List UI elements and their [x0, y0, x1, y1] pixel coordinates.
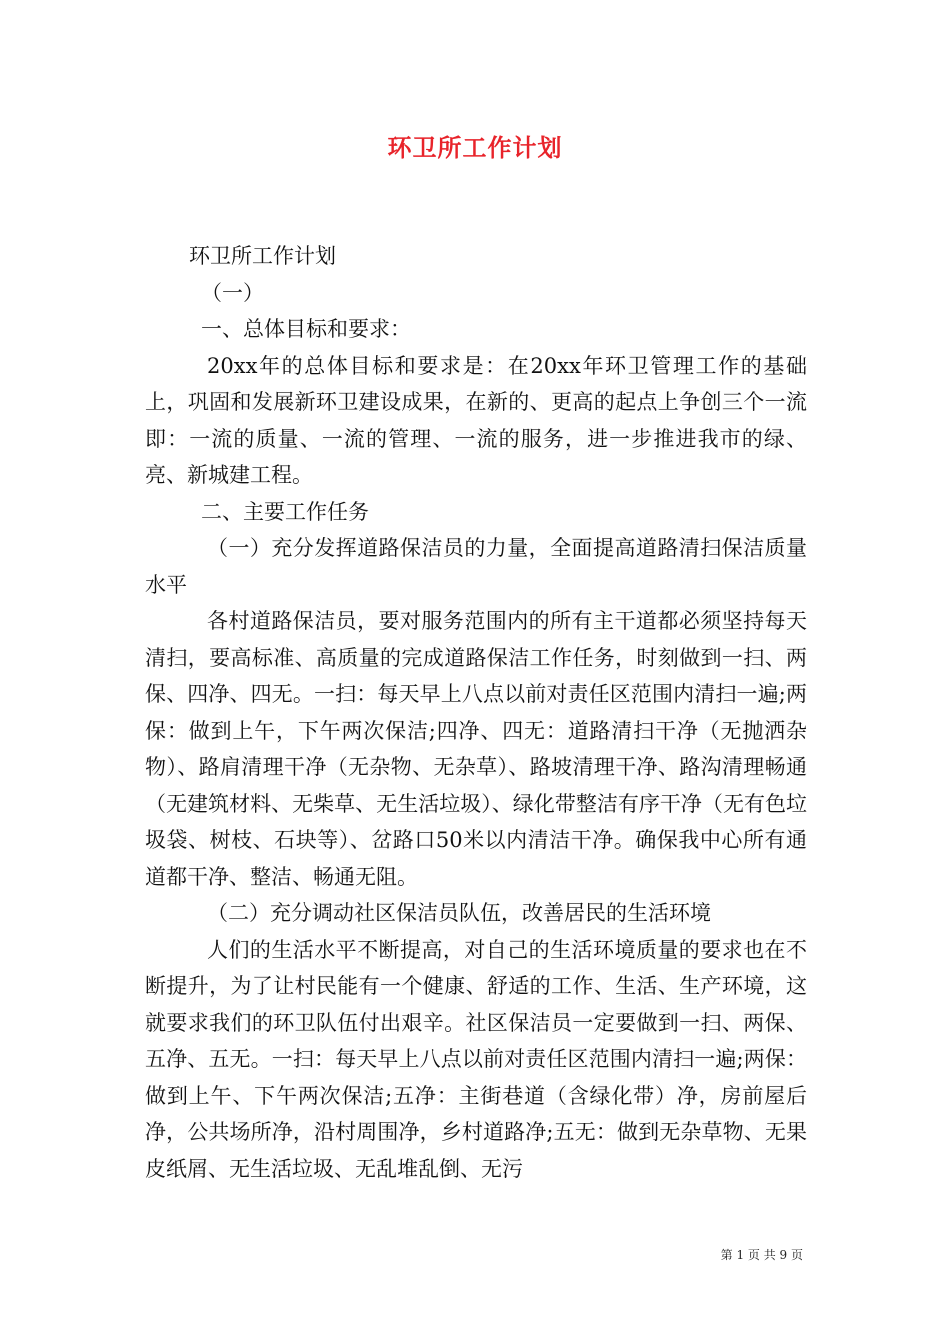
- page-title: 环卫所工作计划: [387, 133, 563, 162]
- paragraph-road-cleaning: 各村道路保洁员，要对服务范围内的所有主干道都必须坚持每天清扫，要高标准、高质量的完成道路保洁工作任务，时刻做到一扫、两保、四净、四无。一扫：每天早上八点以前对责任区范围内清扫一遍;两保：做到上午，下午两次保洁;四净、四无：道路清扫干净（无抛洒杂物）、路肩清理干净（无杂物、无杂草）、路坡清理干净、路沟清理畅通（无建筑材料、无柴草、无生活垃圾）、绿化带整洁有序干净（无有色垃圾袋、树枝、石块等）、岔路口50米以内清洁干净。确保我中心所有通道都干净、整洁、畅通无阻。: [145, 609, 807, 889]
- paragraph-goals: 20xx年的总体目标和要求是：在20xx年环卫管理工作的基础上，巩固和发展新环卫建设成果，在新的、更高的起点上争创三个一流即：一流的质量、一流的管理、一流的服务，进一步推进我市的绿、亮、新城建工程。: [145, 353, 807, 487]
- section-heading-goals: 一、总体目标和要求：: [201, 317, 411, 341]
- document-body: [145, 238, 807, 1187]
- subsection-heading-community-cleaners: （二）充分调动社区保洁员队伍，改善居民的生活环境: [207, 901, 711, 925]
- paragraph-community-cleaning: 人们的生活水平不断提高，对自己的生活环境质量的要求也在不断提升，为了让村民能有一个健康、舒适的工作、生活、生产环境，这就要求我们的环卫队伍付出艰辛。社区保洁员一定要做到一扫、两保、五净、五无。一扫：每天早上八点以前对责任区范围内清扫一遍;两保：做到上午、下午两次保洁;五净：主街巷道（含绿化带）净，房前屋后净，公共场所净，沿村周围净，乡村道路净;五无：做到无杂草物、无果皮纸屑、无生活垃圾、无乱堆乱倒、无污: [145, 937, 807, 1181]
- body-heading: 环卫所工作计划: [189, 244, 336, 268]
- section-marker: （一）: [201, 280, 264, 305]
- section-heading-tasks: 二、主要工作任务: [201, 499, 369, 524]
- page-number: 第 1 页 共 9 页: [720, 1248, 803, 1262]
- subsection-heading-road-cleaners: （一）充分发挥道路保洁员的力量，全面提高道路清扫保洁质量水平: [145, 536, 807, 597]
